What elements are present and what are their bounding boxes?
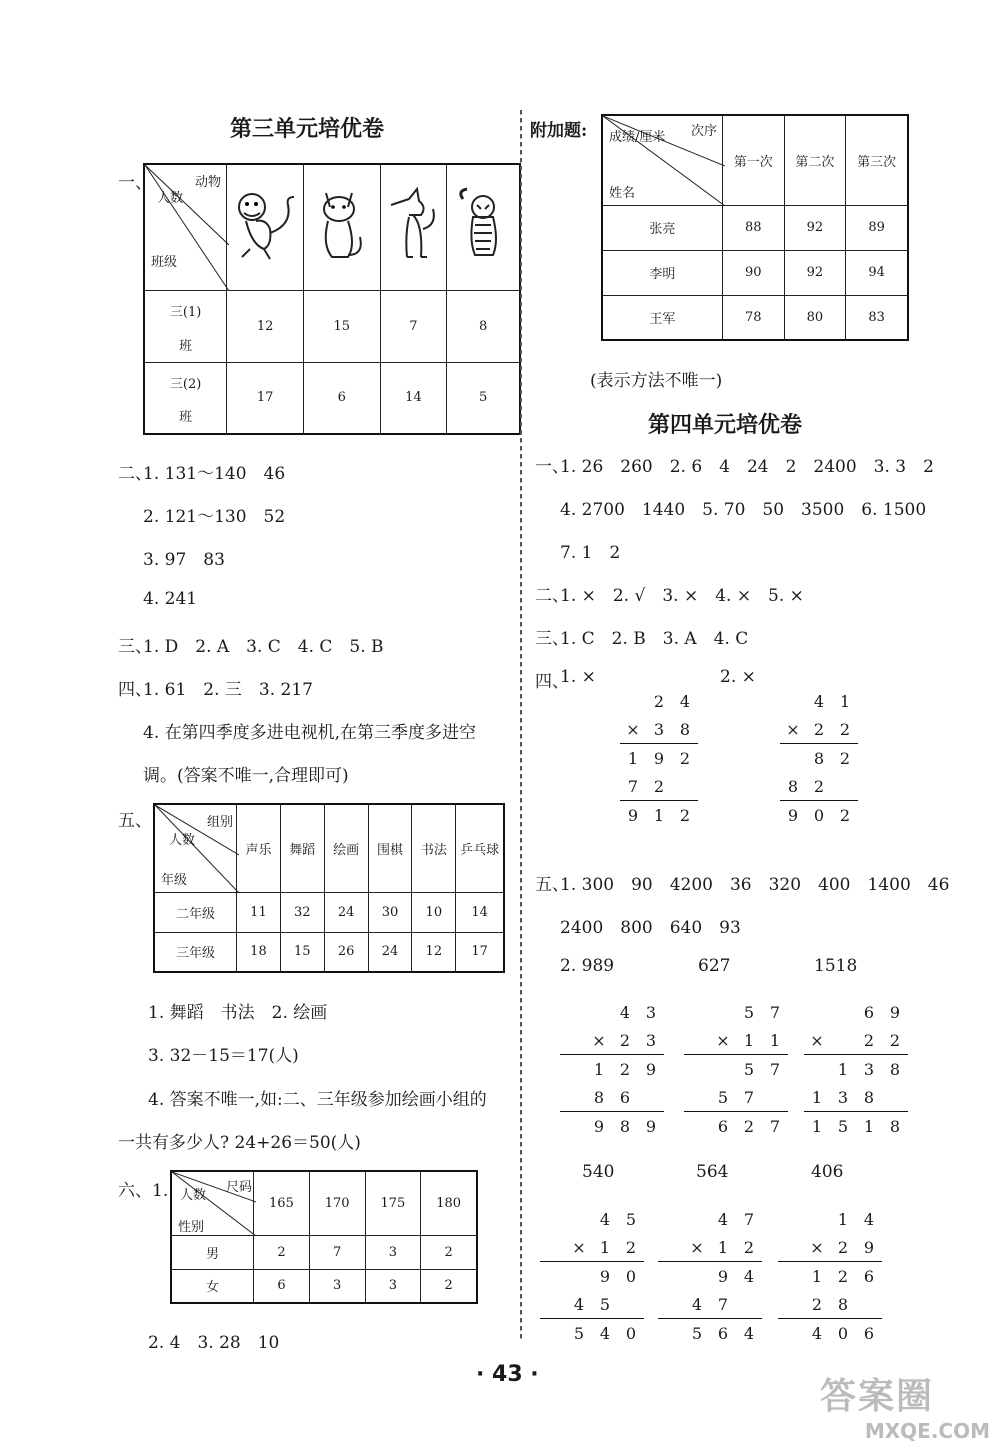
calc-row — [780, 743, 858, 772]
calc-row — [620, 715, 698, 743]
calc-digit: 4 — [599, 1209, 611, 1229]
calc-row — [684, 1054, 788, 1083]
calc-digit: 6 — [863, 1266, 875, 1286]
u4-q3-label: 三、 — [535, 629, 569, 649]
calc-digit: 3 — [645, 1002, 657, 1022]
answer-line: 2. 989 — [560, 956, 615, 976]
calc-digit: 5 — [837, 1116, 849, 1136]
calc-digit: 1 — [811, 1087, 823, 1107]
diag-mid: 人数 — [157, 191, 184, 206]
cat-icon — [304, 164, 380, 290]
table-cell: 11 — [237, 892, 281, 932]
calc-digit: × — [626, 719, 640, 739]
calc-digit: 2 — [653, 691, 665, 711]
calc-digit: 9 — [593, 1116, 605, 1136]
calc-digit: 2 — [889, 1030, 901, 1050]
calc-digit: 4 — [743, 1266, 755, 1286]
calc-row — [684, 1083, 788, 1111]
table-cell: 3 — [365, 1269, 421, 1303]
table-cell: 15 — [280, 932, 324, 972]
calc-digit: × — [592, 1030, 606, 1050]
table-row — [602, 205, 908, 250]
answer-line: 1. 61 2. 三 3. 217 — [143, 680, 313, 700]
vertical-calc — [804, 998, 908, 1140]
calc-digit: 4 — [717, 1209, 729, 1229]
answer-line: 4. 在第四季度多进电视机,在第三季度多进空 — [143, 723, 477, 743]
row-head: 三(1) 班 — [144, 290, 227, 362]
calc-digit: 2 — [813, 719, 825, 739]
answer-line: 564 — [696, 1162, 729, 1182]
calc-digit: 6 — [717, 1323, 729, 1343]
calc-row — [620, 687, 698, 715]
diag-top: 动物 — [195, 175, 222, 190]
answer-line: 1518 — [814, 956, 858, 976]
table-row — [144, 290, 520, 362]
table-cell: 92 — [784, 205, 846, 250]
calc-digit: × — [716, 1030, 730, 1050]
diag-left: 姓名 — [609, 186, 636, 201]
column-header: 绘画 — [324, 804, 368, 892]
calc-digit: 9 — [889, 1002, 901, 1022]
diag-left: 年级 — [161, 873, 188, 888]
calc-row — [778, 1233, 882, 1261]
table-cell: 80 — [784, 295, 846, 340]
calc-digit: 6 — [619, 1087, 631, 1107]
calc-digit: 2 — [863, 1030, 875, 1050]
answer-line: 2400 800 640 93 — [560, 918, 741, 938]
calc-digit: 2 — [839, 805, 851, 825]
calc-digit: 2 — [813, 776, 825, 796]
answer-line: 4. 241 — [143, 589, 198, 609]
calc-row — [658, 1233, 762, 1261]
calc-digit: 7 — [769, 1116, 781, 1136]
diag-mid: 人数 — [169, 833, 196, 848]
calc-digit: 5 — [743, 1002, 755, 1022]
table-row — [171, 1235, 477, 1269]
column-header: 围棋 — [368, 804, 412, 892]
answer-line: 2. 121～130 52 — [143, 507, 286, 527]
calc-digit: 9 — [787, 805, 799, 825]
calc-digit: 9 — [645, 1059, 657, 1079]
calc-row — [780, 715, 858, 743]
calc-digit: 8 — [889, 1059, 901, 1079]
unit4-title: 第四单元培优卷 — [648, 413, 803, 438]
calc-digit: 1 — [599, 1237, 611, 1257]
table-cell: 7 — [309, 1235, 365, 1269]
table-cell: 2 — [254, 1235, 310, 1269]
calc-digit: 6 — [863, 1323, 875, 1343]
calc-row — [778, 1205, 882, 1233]
row-head: 王军 — [602, 295, 722, 340]
calc-digit: 1 — [837, 1209, 849, 1229]
calc-digit: 2 — [837, 1237, 849, 1257]
table-row — [602, 295, 908, 340]
table-cell: 17 — [456, 932, 504, 972]
calc-digit: 1 — [653, 805, 665, 825]
calc-digit: 2 — [625, 1237, 637, 1257]
table-cell: 92 — [784, 250, 846, 295]
calc-digit: 1 — [717, 1237, 729, 1257]
calc-digit: 5 — [573, 1323, 585, 1343]
calc-row — [560, 998, 664, 1026]
calc-digit: 8 — [863, 1087, 875, 1107]
calc-row — [540, 1233, 644, 1261]
q2-label: 二、 — [118, 464, 152, 484]
watermark-logo — [820, 1368, 990, 1443]
calc-digit: × — [690, 1237, 704, 1257]
calc-digit: 5 — [743, 1059, 755, 1079]
extra-note: (表示方法不唯一) — [590, 371, 723, 391]
calc-digit: 7 — [717, 1294, 729, 1314]
calc-row — [778, 1318, 882, 1347]
page-number: · 43 · — [476, 1362, 539, 1387]
table-row — [144, 362, 520, 434]
table-cell: 17 — [227, 362, 304, 434]
calc-row — [540, 1318, 644, 1347]
table-cell: 14 — [380, 362, 447, 434]
diag-header-cell — [602, 115, 722, 205]
answer-line: 3. 97 83 — [143, 550, 225, 570]
calc-digit: 1 — [593, 1059, 605, 1079]
calc-digit: 6 — [717, 1116, 729, 1136]
calc-row — [780, 772, 858, 800]
calc-row — [804, 1026, 908, 1054]
answer-line: 2. × — [720, 667, 756, 687]
calc-row — [560, 1111, 664, 1140]
answer-line: 1. × — [560, 667, 596, 687]
watermark-line1: 答案圈 — [820, 1376, 935, 1417]
table-cell: 94 — [846, 250, 908, 295]
calc-digit: 7 — [769, 1059, 781, 1079]
table-row — [154, 892, 504, 932]
calc-row — [540, 1261, 644, 1290]
column-header: 175 — [365, 1171, 421, 1235]
calc-row — [778, 1261, 882, 1290]
column-header: 乒乓球 — [456, 804, 504, 892]
q5-label: 五、 — [118, 811, 152, 831]
column-divider — [520, 110, 522, 1340]
calc-row — [804, 1054, 908, 1083]
calc-digit: 5 — [625, 1209, 637, 1229]
row-head: 男 — [171, 1235, 254, 1269]
calc-digit: 2 — [811, 1294, 823, 1314]
calc-digit: 0 — [625, 1323, 637, 1343]
u4-q1-label: 一、 — [535, 457, 569, 477]
table-cell: 3 — [365, 1235, 421, 1269]
table-cell: 12 — [412, 932, 456, 972]
answer-line: 2. 4 3. 28 10 — [148, 1333, 280, 1353]
calc-digit: 4 — [743, 1323, 755, 1343]
table-cell: 18 — [237, 932, 281, 972]
table-cell: 7 — [380, 290, 447, 362]
calc-digit: 0 — [837, 1323, 849, 1343]
calc-digit: 8 — [593, 1087, 605, 1107]
answer-line: 3. 32－15＝17(人) — [148, 1046, 299, 1066]
calc-digit: 7 — [743, 1087, 755, 1107]
calc-digit: 0 — [813, 805, 825, 825]
vertical-calc — [658, 1205, 762, 1347]
table-cell: 15 — [304, 290, 380, 362]
calc-digit: × — [572, 1237, 586, 1257]
answer-line: 1. × 2. √ 3. × 4. × 5. × — [560, 586, 804, 606]
calc-row — [778, 1290, 882, 1318]
row-head: 李明 — [602, 250, 722, 295]
row-head: 三(2) 班 — [144, 362, 227, 434]
calc-digit: 1 — [743, 1030, 755, 1050]
answer-line: 1. 26 260 2. 6 4 24 2 2400 3. 3 2 — [560, 457, 934, 477]
calc-digit: 6 — [863, 1002, 875, 1022]
row-head: 女 — [171, 1269, 254, 1303]
calc-row — [620, 800, 698, 829]
answer-line: 1. D 2. A 3. C 4. C 5. B — [143, 637, 384, 657]
row-head: 三年级 — [154, 932, 237, 972]
answer-line: 406 — [811, 1162, 844, 1182]
q6-label: 六、1. — [118, 1181, 169, 1201]
calc-row — [780, 687, 858, 715]
calc-row — [560, 1083, 664, 1111]
vertical-calc — [620, 687, 698, 829]
animal-table — [143, 163, 521, 435]
table-cell: 89 — [846, 205, 908, 250]
calc-row — [684, 998, 788, 1026]
calc-digit: 9 — [599, 1266, 611, 1286]
calc-row — [804, 1111, 908, 1140]
calc-digit: 3 — [837, 1087, 849, 1107]
answer-line: 4. 答案不唯一,如:二、三年级参加绘画小组的 — [148, 1090, 487, 1110]
vertical-calc — [560, 998, 664, 1140]
calc-digit: 4 — [863, 1209, 875, 1229]
calc-digit: 1 — [769, 1030, 781, 1050]
diag-header-cell — [144, 164, 227, 290]
row-head: 张亮 — [602, 205, 722, 250]
answer-line: 1. 131～140 46 — [143, 464, 286, 484]
diag-header-cell — [171, 1171, 254, 1235]
table-row — [171, 1269, 477, 1303]
diag-header-cell — [154, 804, 237, 892]
column-header: 第一次 — [722, 115, 784, 205]
table-cell: 6 — [304, 362, 380, 434]
vertical-calc — [780, 687, 858, 829]
calc-digit: 8 — [619, 1116, 631, 1136]
calc-digit: 5 — [691, 1323, 703, 1343]
vertical-calc — [778, 1205, 882, 1347]
calc-digit: 8 — [889, 1116, 901, 1136]
calc-digit: 4 — [691, 1294, 703, 1314]
calc-digit: 9 — [863, 1237, 875, 1257]
calc-digit: 4 — [811, 1323, 823, 1343]
table-cell: 6 — [254, 1269, 310, 1303]
calc-row — [684, 1111, 788, 1140]
calc-digit: 2 — [619, 1030, 631, 1050]
table-cell: 24 — [368, 932, 412, 972]
vertical-calc — [684, 998, 788, 1140]
calc-digit: 9 — [717, 1266, 729, 1286]
score-table — [601, 114, 909, 341]
calc-digit: 1 — [839, 691, 851, 711]
diag-top: 次序 — [691, 124, 718, 139]
calc-row — [620, 743, 698, 772]
q3-label: 三、 — [118, 637, 152, 657]
calc-row — [804, 1083, 908, 1111]
calc-digit: 4 — [573, 1294, 585, 1314]
calc-digit: 2 — [839, 719, 851, 739]
calc-digit: 1 — [837, 1059, 849, 1079]
diag-mid: 成绩/厘米 — [609, 130, 666, 145]
calc-row — [560, 1026, 664, 1054]
vertical-calc — [540, 1205, 644, 1347]
table-cell: 30 — [368, 892, 412, 932]
column-header: 第三次 — [846, 115, 908, 205]
calc-row — [804, 998, 908, 1026]
answer-line: 627 — [698, 956, 731, 976]
calc-row — [620, 772, 698, 800]
answer-line: 540 — [582, 1162, 615, 1182]
table-cell: 5 — [447, 362, 520, 434]
table-cell: 12 — [227, 290, 304, 362]
calc-digit: 2 — [837, 1266, 849, 1286]
calc-row — [540, 1205, 644, 1233]
diag-top: 尺码 — [226, 1180, 253, 1195]
table-row — [154, 932, 504, 972]
answer-line: 调。(答案不唯一,合理即可) — [143, 766, 349, 786]
calc-digit: 1 — [811, 1116, 823, 1136]
row-head: 二年级 — [154, 892, 237, 932]
calc-row — [658, 1261, 762, 1290]
answer-line: 一共有多少人? 24+26＝50(人) — [118, 1133, 361, 1153]
column-header: 180 — [421, 1171, 477, 1235]
dog-icon — [380, 164, 447, 290]
calc-row — [780, 800, 858, 829]
table-cell: 2 — [421, 1269, 477, 1303]
calc-digit: 7 — [627, 776, 639, 796]
calc-digit: 8 — [679, 719, 691, 739]
calc-digit: 2 — [679, 748, 691, 768]
table-cell: 78 — [722, 295, 784, 340]
calc-digit: 9 — [653, 748, 665, 768]
table-cell: 32 — [280, 892, 324, 932]
calc-digit: 8 — [837, 1294, 849, 1314]
calc-digit: 2 — [743, 1116, 755, 1136]
table-cell: 90 — [722, 250, 784, 295]
calc-digit: 3 — [863, 1059, 875, 1079]
calc-row — [684, 1026, 788, 1054]
calc-digit: 2 — [653, 776, 665, 796]
calc-digit: 1 — [863, 1116, 875, 1136]
table-cell: 83 — [846, 295, 908, 340]
table-row — [602, 250, 908, 295]
calc-digit: 1 — [811, 1266, 823, 1286]
diag-mid: 人数 — [180, 1188, 207, 1203]
monkey-icon — [227, 164, 304, 290]
q4-label: 四、 — [118, 680, 152, 700]
calc-digit: 4 — [679, 691, 691, 711]
tiger-icon — [447, 164, 520, 290]
calc-row — [540, 1290, 644, 1318]
calc-digit: 2 — [743, 1237, 755, 1257]
answer-line: 4. 2700 1440 5. 70 50 3500 6. 1500 — [560, 500, 927, 520]
unit3-title: 第三单元培优卷 — [230, 117, 385, 142]
diag-left: 性别 — [178, 1220, 205, 1235]
column-header: 第二次 — [784, 115, 846, 205]
u4-q4-label: 四、 — [535, 672, 569, 692]
calc-row — [560, 1054, 664, 1083]
table-cell: 26 — [324, 932, 368, 972]
answer-line: 1. 300 90 4200 36 320 400 1400 46 — [560, 875, 950, 895]
group-table — [153, 803, 505, 973]
calc-digit: 0 — [625, 1266, 637, 1286]
calc-digit: × — [810, 1030, 824, 1050]
calc-digit: 7 — [769, 1002, 781, 1022]
calc-digit: 4 — [813, 691, 825, 711]
diag-top: 组别 — [207, 815, 234, 830]
column-header: 声乐 — [237, 804, 281, 892]
calc-digit: 7 — [743, 1209, 755, 1229]
calc-digit: 3 — [653, 719, 665, 739]
calc-digit: 8 — [787, 776, 799, 796]
diag-left: 班级 — [151, 255, 178, 270]
calc-digit: × — [786, 719, 800, 739]
calc-row — [658, 1205, 762, 1233]
calc-digit: 5 — [599, 1294, 611, 1314]
calc-digit: 1 — [627, 748, 639, 768]
calc-digit: 8 — [813, 748, 825, 768]
calc-digit: 2 — [839, 748, 851, 768]
table-cell: 2 — [421, 1235, 477, 1269]
table-cell: 14 — [456, 892, 504, 932]
calc-digit: × — [810, 1237, 824, 1257]
u4-q5-label: 五、 — [535, 875, 569, 895]
answer-line: 1. 舞蹈 书法 2. 绘画 — [148, 1003, 328, 1023]
answer-line: 7. 1 2 — [560, 543, 621, 563]
column-header: 165 — [254, 1171, 310, 1235]
calc-digit: 2 — [619, 1059, 631, 1079]
q1-label: 一、 — [118, 173, 152, 193]
calc-row — [658, 1290, 762, 1318]
table-cell: 10 — [412, 892, 456, 932]
calc-digit: 9 — [645, 1116, 657, 1136]
table-cell: 24 — [324, 892, 368, 932]
calc-digit: 3 — [645, 1030, 657, 1050]
calc-digit: 5 — [717, 1087, 729, 1107]
calc-digit: 4 — [619, 1002, 631, 1022]
extra-label: 附加题: — [530, 121, 588, 141]
column-header: 170 — [309, 1171, 365, 1235]
column-header: 书法 — [412, 804, 456, 892]
calc-digit: 4 — [599, 1323, 611, 1343]
table-cell: 8 — [447, 290, 520, 362]
size-table — [170, 1170, 478, 1304]
column-header: 舞蹈 — [280, 804, 324, 892]
answer-line: 1. C 2. B 3. A 4. C — [560, 629, 749, 649]
watermark-line2: MXQE.COM — [864, 1419, 990, 1443]
calc-digit: 2 — [679, 805, 691, 825]
table-cell: 88 — [722, 205, 784, 250]
calc-row — [658, 1318, 762, 1347]
u4-q2-label: 二、 — [535, 586, 569, 606]
table-cell: 3 — [309, 1269, 365, 1303]
calc-digit: 9 — [627, 805, 639, 825]
